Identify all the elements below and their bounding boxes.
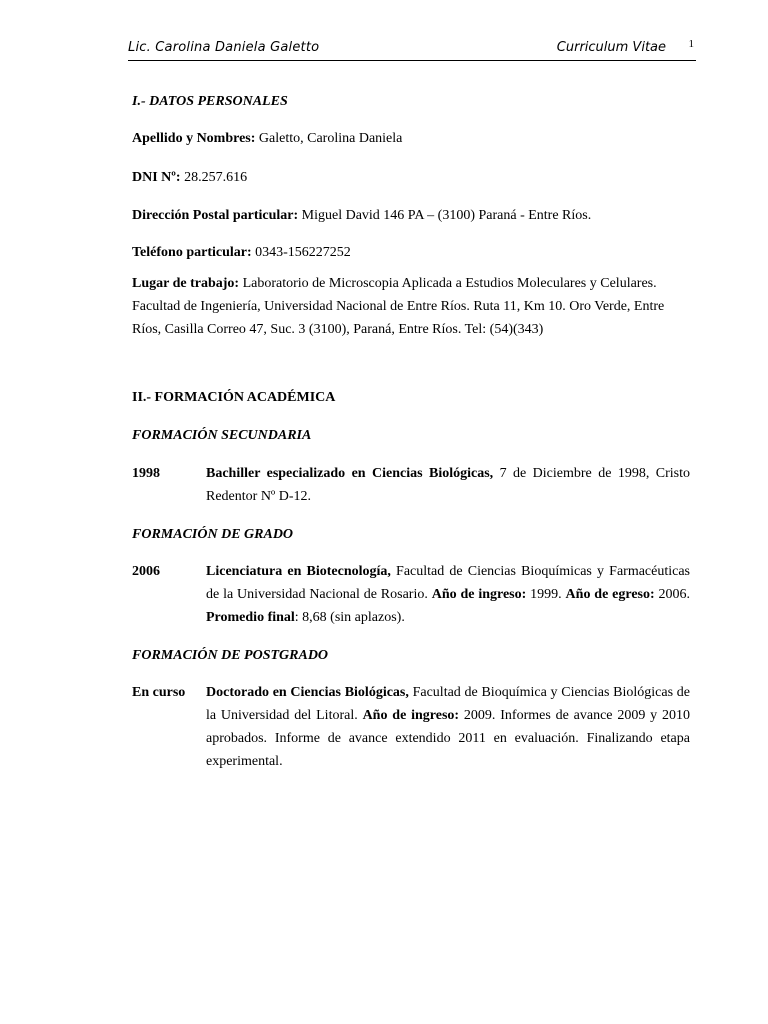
dni-value: 28.257.616 <box>184 170 248 185</box>
secondary-description <box>206 462 690 508</box>
workplace-label: Lugar de trabajo: <box>132 276 240 291</box>
workplace-line-1: Laboratorio de Microscopia Aplicada a Estudios Moleculares y Celulares. <box>242 276 657 291</box>
page-header <box>128 38 696 61</box>
undergraduate-average-value: : 8,68 (sin aplazos). <box>294 610 405 625</box>
heading-secondary-education: FORMACIÓN SECUNDARIA <box>132 428 312 443</box>
name-value: Galetto, Carolina Daniela <box>258 131 403 146</box>
undergraduate-ingreso-label: Año de ingreso: <box>431 587 527 602</box>
postgraduate-description <box>206 681 690 773</box>
name-label: Apellido y Nombres: <box>132 131 256 146</box>
undergraduate-egreso-value: 2006. <box>654 587 691 602</box>
workplace-line-2: Facultad de Ingeniería, Universidad Nacional de Entre Ríos. Ruta 11, Km 10. Oro Verde, Entre <box>132 299 665 314</box>
postgraduate-detail-2: 2009. Informes de avance 2009 y 2010 aprobados. Informe de avance extendido 2011 en evaluación. Finalizando etapa experimental. <box>206 708 691 769</box>
phone-value: 0343-156227252 <box>255 245 351 260</box>
workplace-line-3: Ríos, Casilla Correo 47, Suc. 3 (3100), Paraná, Entre Ríos. Tel: (54)(343) <box>132 322 544 337</box>
heading-undergraduate: FORMACIÓN DE GRADO <box>132 527 294 542</box>
undergraduate-ingreso-value: 1999. <box>526 587 566 602</box>
undergraduate-egreso-label: Año de egreso: <box>565 587 655 602</box>
undergraduate-average-label: Promedio final <box>206 610 295 625</box>
address-label: Dirección Postal particular: <box>132 208 299 223</box>
header-document-type: Curriculum Vitae <box>556 40 666 55</box>
section-title-personal-data: I.- DATOS PERSONALES <box>132 94 288 109</box>
secondary-year: 1998 <box>132 466 160 481</box>
section-title-academic: II.- FORMACIÓN ACADÉMICA <box>132 390 336 405</box>
address-row <box>132 208 692 224</box>
undergraduate-description <box>206 560 690 629</box>
name-row <box>132 131 692 147</box>
postgraduate-status: En curso <box>132 685 186 700</box>
address-value: Miguel David 146 PA – (3100) Paraná - Entre Ríos. <box>301 208 592 223</box>
postgraduate-detail-1: Facultad de Bioquímica y Ciencias Biológicas de la Universidad del Litoral. <box>206 685 690 723</box>
secondary-detail: 7 de Diciembre de 1998, Cristo Redentor Nº D-12. <box>206 466 690 504</box>
phone-label: Teléfono particular: <box>132 245 252 260</box>
postgraduate-ingreso-label: Año de ingreso: <box>362 708 460 723</box>
undergraduate-degree: Licenciatura en Biotecnología, <box>206 564 391 579</box>
undergraduate-detail: Facultad de Ciencias Bioquímicas y Farmacéuticas de la Universidad Nacional de Rosario. <box>206 564 691 602</box>
undergraduate-year: 2006 <box>132 564 160 579</box>
page-number: 1 <box>688 38 694 50</box>
postgraduate-degree: Doctorado en Ciencias Biológicas, <box>206 685 409 700</box>
heading-postgraduate: FORMACIÓN DE POSTGRADO <box>132 648 329 663</box>
workplace-row <box>132 276 692 292</box>
secondary-degree: Bachiller especializado en Ciencias Biológicas, <box>206 466 494 481</box>
dni-row <box>132 170 692 186</box>
header-author-name: Lic. Carolina Daniela Galetto <box>128 40 320 55</box>
dni-label: DNI Nº: <box>132 170 181 185</box>
phone-row <box>132 245 692 261</box>
